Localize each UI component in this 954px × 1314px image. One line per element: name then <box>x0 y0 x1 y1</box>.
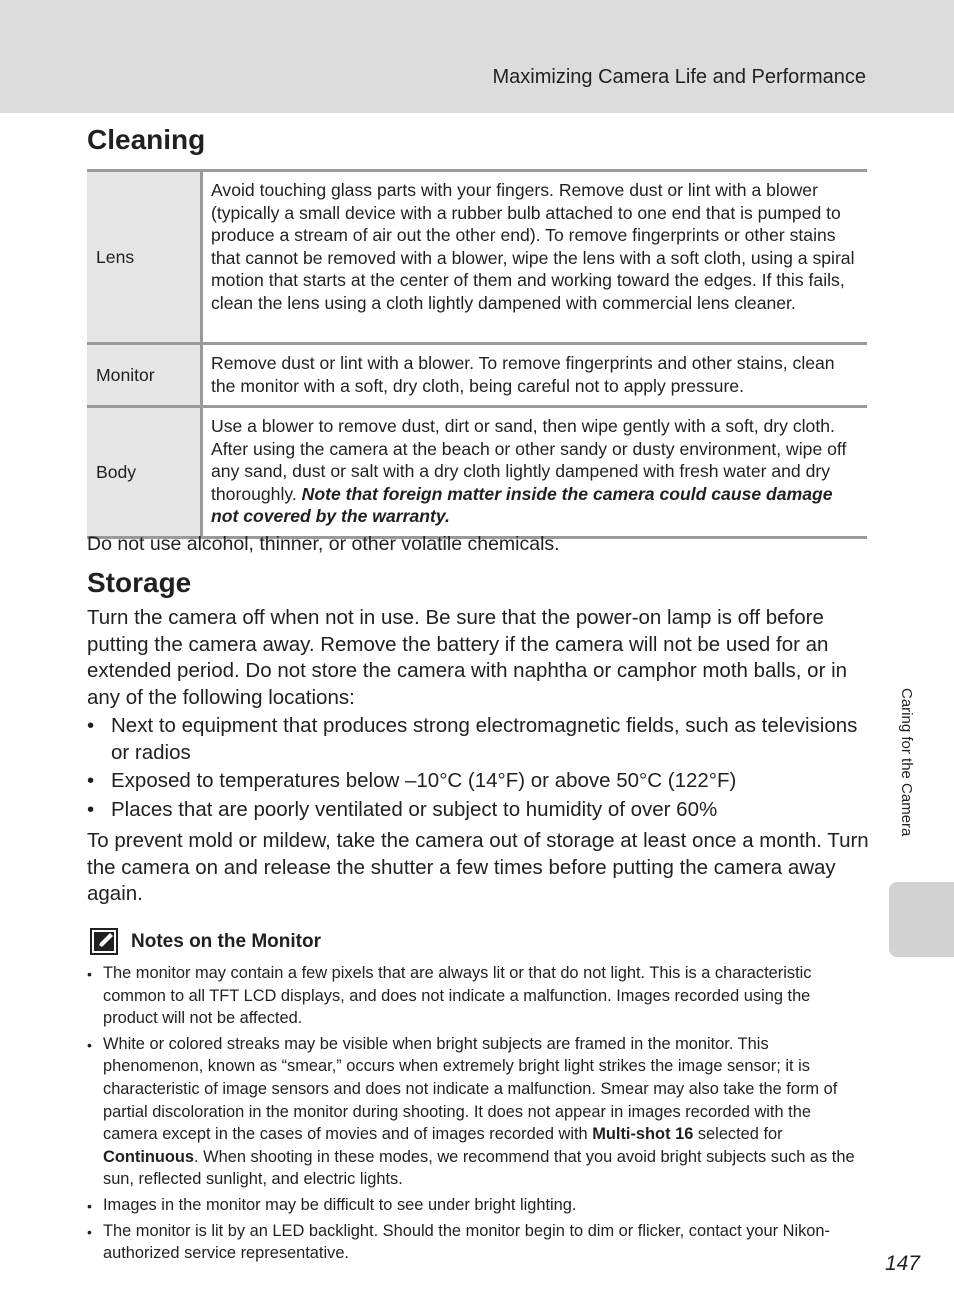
note-text: Images in the monitor may be difficult to see under bright lighting. <box>103 1195 577 1214</box>
storage-bullets <box>87 713 867 826</box>
cleaning-heading: Cleaning <box>87 124 206 155</box>
bullet-icon: • <box>87 714 95 737</box>
page-number: 147 <box>884 1252 920 1275</box>
bullet-icon: • <box>87 798 95 822</box>
menu-term: Continuous <box>103 1147 195 1166</box>
bullet-icon: • <box>87 1036 92 1053</box>
row-text-monitor: Remove dust or lint with a blower. To remove fingerprints and other stains, clean the monitor with a soft, dry cloth, being careful not to apply pressure. <box>211 353 835 396</box>
storage-outro: To prevent mold or mildew, take the camera out of storage at least once a month. Turn the camera on and release the shutter a few times before putting the camera away again. <box>87 829 869 906</box>
notes-list <box>87 962 865 1268</box>
cleaning-note: Do not use alcohol, thinner, or other volatile chemicals. <box>87 533 560 555</box>
list-item <box>87 1194 865 1217</box>
note-text: selected for <box>693 1125 783 1144</box>
row-label-monitor: Monitor <box>87 344 202 407</box>
section-side-text: Caring for the Camera <box>898 688 915 837</box>
row-text-body <box>202 407 868 538</box>
row-label-lens: Lens <box>87 171 202 344</box>
bullet-icon: • <box>87 1223 92 1240</box>
list-item <box>87 768 867 795</box>
row-text-lens: Avoid touching glass parts with your fingers. Remove dust or lint with a blower (typically a small device with a rubber bulb attached to one end that is pumped to produce a stream of air out the other end). To remove fingerprints or other stains that cannot be removed with a blower, wipe the lens with a soft cloth, using a spiral motion that starts at the center of them and working toward the edges. If this fails, clean the lens using a cloth lightly dampened with commercial lens cleaner. <box>211 180 855 313</box>
bullet-icon: • <box>87 1197 92 1214</box>
note-text: The monitor may contain a few pixels that are always lit or that do not light. This is a characteristic common to all TFT LCD displays, and does not indicate a malfunction. Images recorded using the product will not be affected. <box>103 964 812 1028</box>
note-text: The monitor is lit by an LED backlight. Should the monitor begin to dim or flicker, contact your Nikon-authorized service representative. <box>103 1221 830 1263</box>
notes-title: Notes on the Monitor <box>131 931 321 952</box>
menu-term: Multi-shot 16 <box>592 1125 694 1144</box>
bullet-text: Exposed to temperatures below –10°C (14°F) or above 50°C (122°F) <box>111 769 737 793</box>
list-item <box>87 962 865 1030</box>
list-item <box>87 797 867 824</box>
cleaning-table <box>87 169 867 539</box>
bullet-text: Next to equipment that produces strong electromagnetic fields, such as televisions or radios <box>111 714 858 764</box>
bullet-icon: • <box>87 769 95 793</box>
storage-intro: Turn the camera off when not in use. Be sure that the power-on lamp is off before putting the camera away. Remove the battery if the camera will not be used for an extended period. Do not store the camera with naphtha or camphor moth balls, or in any of the following locations: <box>87 606 848 710</box>
table-row <box>87 171 867 344</box>
row-label-body: Body <box>87 407 202 538</box>
running-head: Maximizing Camera Life and Performance <box>492 66 866 88</box>
table-row <box>87 407 867 538</box>
bullet-text: Places that are poorly ventilated or subject to humidity of over 60% <box>111 798 718 822</box>
pencil-icon <box>90 928 118 955</box>
header-band <box>0 0 954 113</box>
body-text: Use a blower to remove dust, dirt or sand, then wipe gently with a soft, dry cloth. After using the camera at the beach or other sandy or dusty environment, wipe off any sand, dust or salt with a dry cloth lightly dampened with fresh water and dry thoroughly. <box>211 416 847 504</box>
bullet-icon: • <box>87 966 92 982</box>
list-item <box>87 713 867 766</box>
section-side-label <box>893 688 923 868</box>
note-text: White or colored streaks may be visible when bright subjects are framed in the monitor. This phenomenon, known as “smear,” occurs when extremely bright light strikes the image sensor; it is characteristic of image sensors and does not indicate a malfunction. Smear may also take the form of partial discoloration in the monitor during shooting. It does not appear in images recorded with the camera except in the cases of movies and of images recorded with <box>103 1034 838 1144</box>
section-tab <box>889 882 954 957</box>
table-row <box>87 344 867 407</box>
storage-heading: Storage <box>87 567 192 598</box>
list-item <box>87 1033 865 1191</box>
note-text: . When shooting in these modes, we recommend that you avoid bright subjects such as the sun, reflected sunlight, and electric lights. <box>103 1147 855 1189</box>
list-item <box>87 1220 865 1265</box>
body-warning: Note that foreign matter inside the camera could cause damage not covered by the warranty. <box>211 483 833 526</box>
